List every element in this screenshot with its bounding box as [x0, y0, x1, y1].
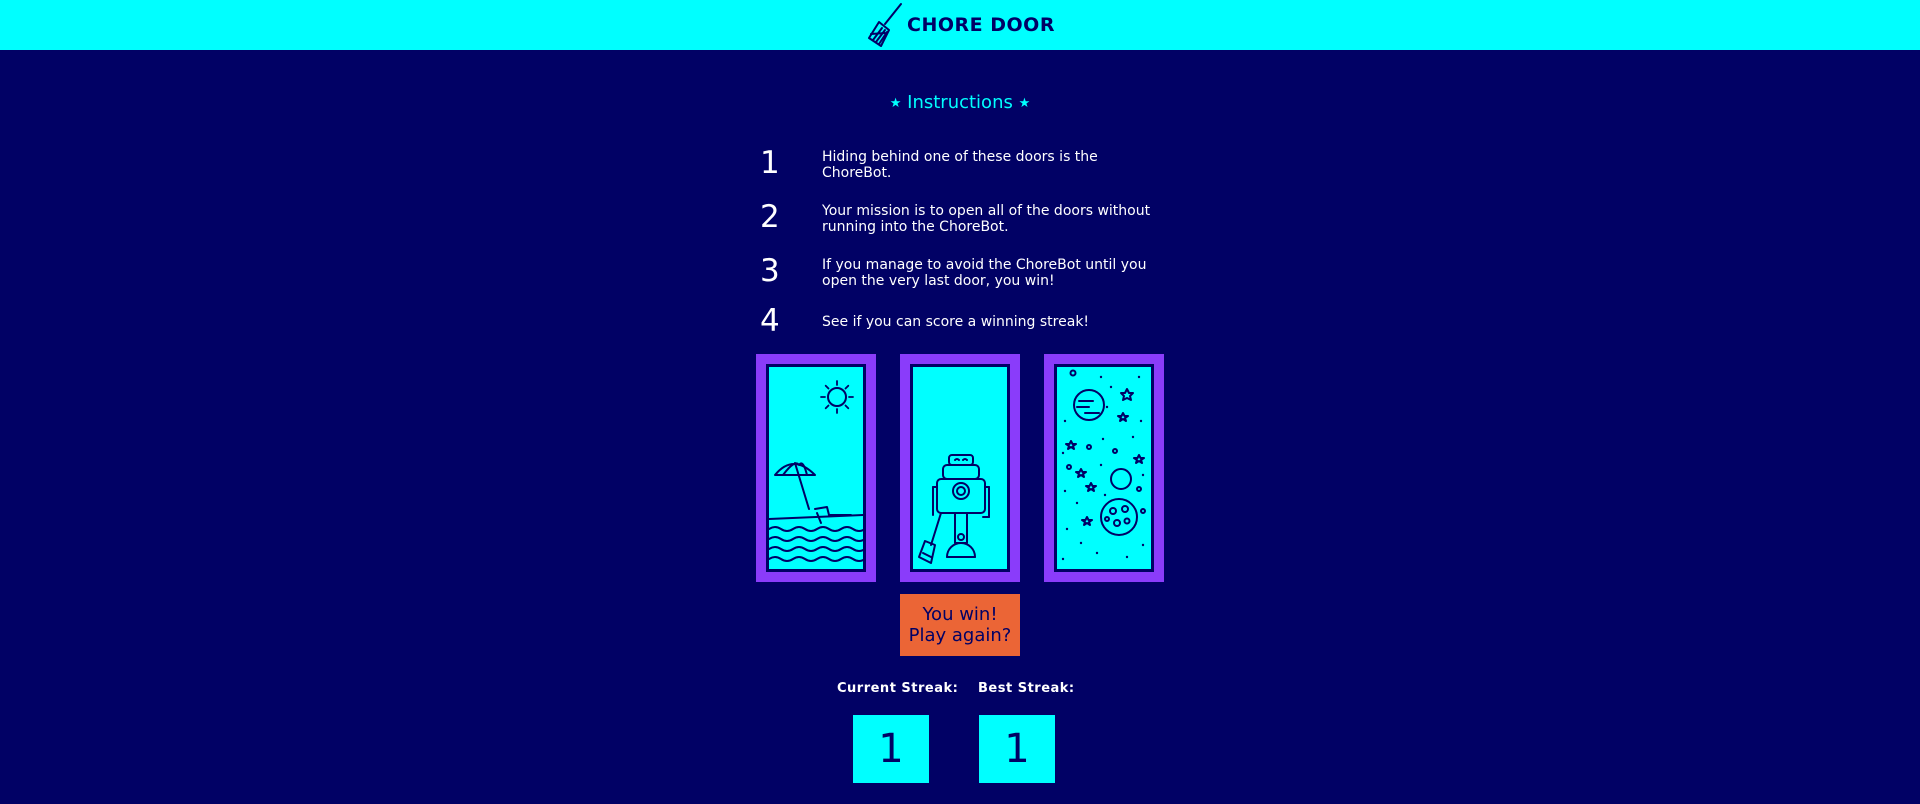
door-panel[interactable]: [1054, 364, 1154, 572]
star-icon: ★: [1018, 96, 1031, 111]
door-3[interactable]: [1044, 354, 1164, 582]
header: [0, 0, 1920, 50]
broom-icon: [865, 2, 905, 48]
instruction-step-4: [760, 303, 1180, 346]
space-icon: [1057, 367, 1151, 569]
best-streak-value: 1: [979, 715, 1055, 783]
current-streak-value: 1: [853, 715, 929, 783]
step-number: 2: [760, 199, 780, 235]
step-text: Hiding behind one of these doors is the ChoreBot.: [822, 149, 1098, 181]
instruction-step-1: [760, 145, 1180, 188]
logo: [865, 2, 1055, 48]
step-number: 1: [760, 145, 780, 181]
door-panel[interactable]: [910, 364, 1010, 572]
step-text: See if you can score a winning streak!: [822, 314, 1090, 330]
current-streak-label: Current Streak:: [837, 681, 959, 696]
step-number: 3: [760, 253, 780, 289]
step-text: If you manage to avoid the ChoreBot until you open the very last door, you win!: [822, 257, 1147, 289]
robot-icon: [913, 367, 1007, 569]
step-number: 4: [760, 303, 780, 339]
app-title: CHORE DOOR: [907, 14, 1055, 36]
instructions-heading: [0, 92, 1920, 113]
instructions-title: Instructions: [907, 92, 1013, 113]
step-text: Your mission is to open all of the doors without running into the ChoreBot.: [822, 203, 1151, 235]
star-icon: ★: [889, 96, 902, 111]
best-streak-label: Best Streak:: [978, 681, 1075, 696]
beach-icon: [769, 367, 863, 569]
instruction-step-2: [760, 199, 1180, 242]
play-again-button[interactable]: You win! Play again?: [900, 594, 1020, 656]
door-panel[interactable]: [766, 364, 866, 572]
door-2[interactable]: [900, 354, 1020, 582]
door-1[interactable]: [756, 354, 876, 582]
instruction-step-3: [760, 253, 1180, 296]
